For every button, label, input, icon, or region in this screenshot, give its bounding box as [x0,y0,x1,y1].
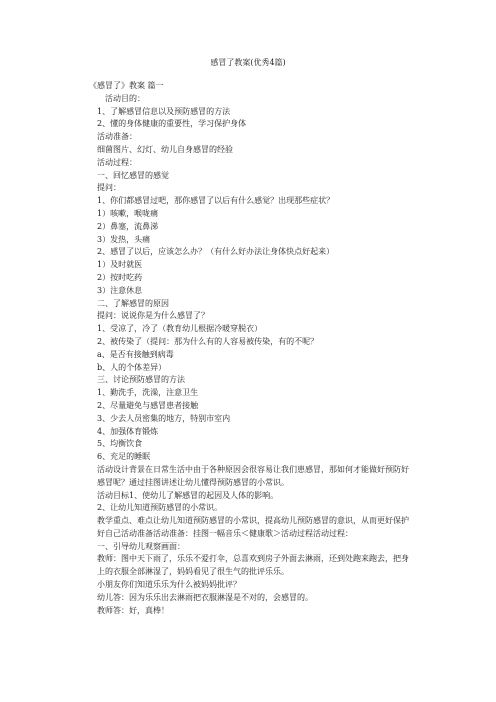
body-line: 1、了解感冒信息以及预防感冒的方法 [97,106,231,116]
body-line: 3）发热，头痛 [97,234,151,244]
body-line: 一、引导幼儿观察画面： [97,541,185,551]
body-line: b、人的个体差异） [97,362,167,372]
body-line: 1、受凉了，冷了（教育幼儿根据冷暖穿脱衣） [97,324,263,334]
body-line: 2）鼻塞，流鼻涕 [97,221,159,231]
body-line: 幼儿答：因为乐乐出去淋雨把衣服淋湿是不对的，会感冒的。 [97,592,313,602]
body-line: 小朋友你们知道乐乐为什么被妈妈批评？ [97,580,241,590]
body-line: 三、讨论预防感冒的方法 [97,375,185,385]
body-line: 5、均衡饮食 [97,439,143,449]
body-line: 1、你们都感冒过吧，那你感冒了以后有什么感觉？出现那些症状？ [97,196,335,206]
body-line: 4、加强体育锻炼 [97,426,159,436]
document-title: 感冒了教案(优秀4篇) [210,58,286,67]
body-line: 活动目标1、使幼儿了解感冒的起因及人体的影响。 [97,490,279,500]
body-line: 2）按时吃药 [97,272,143,282]
body-line: a、是否有接触到病毒 [97,349,174,359]
body-line: 细菌图片、幻灯、幼儿自身感冒的经验 [97,144,233,154]
body-line: 教师：图中天下雨了，乐乐不爱打伞，总喜欢到房子外面去淋雨，还到处跑来跑去，把身上的衣服全部淋湿了，妈妈看见了很生气的批评乐乐。 [97,554,409,577]
body-line: 2、感冒了以后，应该怎么办？（有什么好办法让身体快点好起来） [97,247,335,257]
body-line: 《感冒了》教案 篇一 [89,81,164,90]
body-line: 2、懂的身体健康的重要性，学习保护身体 [97,119,247,129]
body-line: 3、少去人员密集的地方，特别市室内 [97,413,231,423]
body-line: 教师答：好，真棒！ [97,605,169,615]
body-line: 活动过程： [97,157,137,167]
body-line: 2、尽量避免与感冒患者接触 [97,400,199,410]
body-line: 二、了解感冒的原因 [97,298,169,308]
body-line: 2、让幼儿知道预防感冒的小常识。 [97,503,223,513]
body-line: 1、勤洗手，洗澡，注意卫生 [97,388,199,398]
body-line: 1）及时就医 [97,260,143,270]
body-line: 教学重点、难点让幼儿知道预防感冒的小常识，提高幼儿预防感冒的意识，从而更好保护好自己活动准备活动准备：挂图一幅音乐＜健康歌＞活动过程活动过程： [97,516,409,538]
body-line: 1）咳嗽，喉咙痛 [97,208,159,218]
body-line: 活动目的： [105,93,145,103]
body-line: 6、充足的睡眠 [97,452,151,462]
body-line: 活动准备： [97,132,137,142]
body-line: 一、回忆感冒的感觉 [97,170,169,180]
document-body [89,80,411,617]
body-line: 活动设计背景在日常生活中由于各种原因会很容易让我们患感冒，那如何才能做好预防好感冒呢？通过挂图讲述让幼儿懂得预防感冒的小常识。 [97,464,409,487]
body-line: 3）注意休息 [97,285,143,295]
body-line: 提问： [97,183,121,193]
body-line: 2、被传染了（提问：那为什么有的人容易被传染，有的不呢？ [97,336,319,346]
body-line: 提问：说说你是为什么感冒了？ [97,311,209,321]
